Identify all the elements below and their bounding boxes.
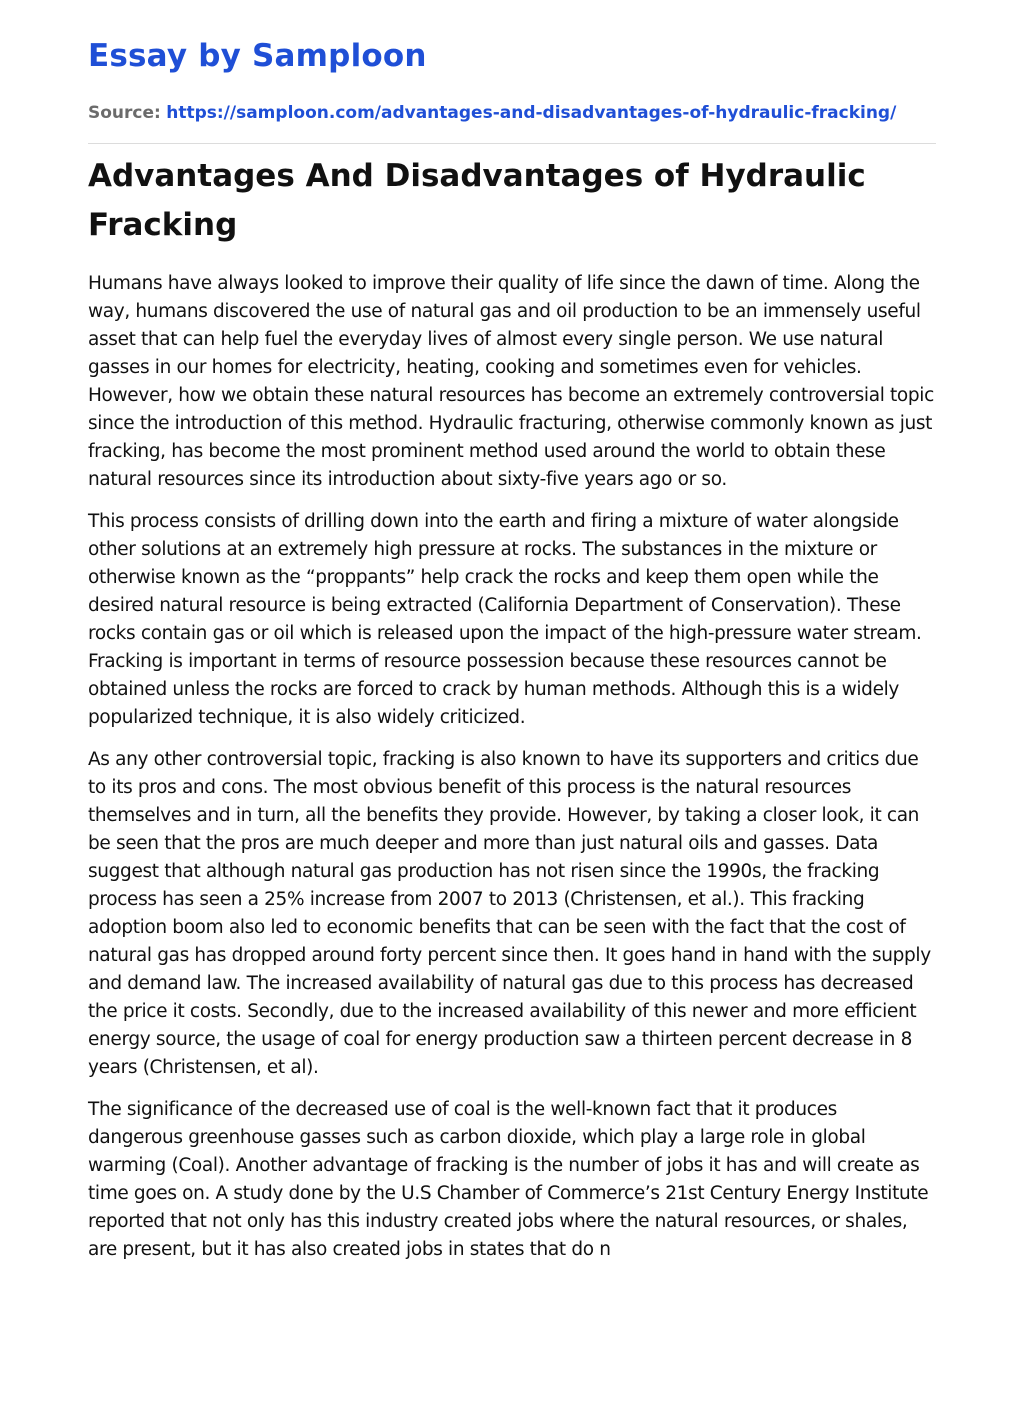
source-line — [88, 102, 896, 124]
brand-title: Essay by Samploon — [88, 38, 427, 74]
paragraph: This process consists of drilling down into the earth and firing a mixture of water alongside other solutions at an extremely high pressure at rocks. The substances in the mixture or otherwise known as the “proppants” help crack the rocks and keep them open while the desired natural resource is being extracted (California Department of Conservation). These rocks contain gas or oil which is released upon the impact of the high-pressure water stream. Fracking is important in terms of resource possession because these resources cannot be obtained unless the rocks are forced to crack by human methods. Although this is a widely popularized technique, it is also widely criticized. — [88, 511, 922, 728]
paragraph: Humans have always looked to improve their quality of life since the dawn of time. Along the way, humans discovered the use of natural gas and oil production to be an immensely useful asset that can help fuel the everyday lives of almost every single person. We use natural gasses in our homes for electricity, heating, cooking and sometimes even for vehicles. However, how we obtain these natural resources has become an extremely controversial topic since the introduction of this method. Hydraulic fracturing, otherwise commonly known as just fracking, has become the most prominent method used around the world to obtain these natural resources since its introduction about sixty-five years ago or so. — [88, 273, 934, 490]
paragraph: The significance of the decreased use of coal is the well-known fact that it produces dangerous greenhouse gasses such as carbon dioxide, which play a large role in global warming (Coal). Another advantage of fracking is the number of jobs it has and will create as time goes on. A study done by the U.S Chamber of Commerce’s 21st Century Energy Institute reported that not only has this industry created jobs where the natural resources, or shales, are present, but it has also created jobs in states that do n — [88, 1099, 929, 1260]
source-link[interactable]: https://samploon.com/advantages-and-disadvantages-of-hydraulic-fracking/ — [166, 103, 897, 123]
article-body — [88, 270, 936, 1278]
paragraph: As any other controversial topic, fracking is also known to have its supporters and critics due to its pros and cons. The most obvious benefit of this process is the natural resources themselves and in turn, all the benefits they provide. However, by taking a closer look, it can be seen that the pros are much deeper and more than just natural oils and gasses. Data suggest that although natural gas production has not risen since the 1990s, the fracking process has seen a 25% increase from 2007 to 2013 (Christensen, et al.). This fracking adoption boom also led to economic benefits that can be seen with the fact that the cost of natural gas has dropped around forty percent since then. It goes hand in hand with the supply and demand law. The increased availability of natural gas due to this process has decreased the price it costs. Secondly, due to the increased availability of this newer and more efficient energy source, the usage of coal for energy production saw a thirteen percent decrease in 8 years (Christensen, et al). — [88, 749, 931, 1078]
source-label: Source: — [88, 103, 161, 123]
article-title: Advantages And Disadvantages of Hydraulic Fracking — [88, 158, 866, 243]
header-divider — [88, 143, 936, 144]
